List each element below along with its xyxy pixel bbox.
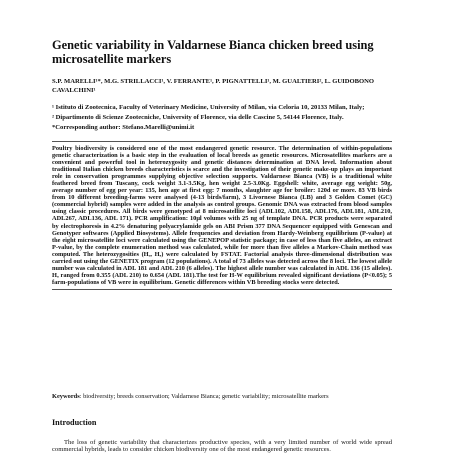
abstract: Poultry biodiversity is considered one of the most endangered genetic resource. The determination of within-populations genetic characterization is a basic step in the evaluation of local breeds as genetic resources. Microsatellites markers are a convenient and powerful tool in heterozygosity and genetic distances determination at DNA level. Information about traditional Italian chicken breeds characteristics is scarce and the investigation of their genetic make-up plays an important role in conservation programmes supplying objective selection supports. Valdarnese Bianca (VB) is a traditional white feathered breed from Tuscany, cock weight 3.1-3.5Kg, hen weight 2.5-3.0Kg. Eggshell: white, average egg weight: 50g, average number of egg per year: 135, hen age at first egg: 7 months, slaughter age for broiler: 120d or more. 83 VB birds from 10 different breeding-farms were analysed (4-13 birds/farm), 3 Livornese Bianca (LB) and 3 Golden Comet (GC) (commercial hybrid) samples were added in the analysis as control groups. Genomic DNA was extracted from blood samples using classic procedures. All birds were genotyped at 8 microsatellite loci (ADL102, ADL158, ADL176, ADL181, ADL210, ADL267, ADL136, ADL 171). PCR amplification: 10μl volumes with 25 ng of template DNA. PCR products were separated by electrophoresis in 4.2% denaturing polyacrylamide gels on ABI Prism 377 DNA Sequencer equipped with Genescan and Genotyper softwares (Applied Biosystems). Allele frequencies and deviation from Hardy-Weinberg equilibrium (P-value) at the eight microsatellite loci were calculated using the GENEPOP statistic package; in case of less than five alleles, an extract P-value, by the complete enumeration method was calculated, while for more than five alleles a Markov-Chain method was computed. The heterozygosities (Hₒ, Hₑ) were calculated by FSTAT. Factorial analysis three-dimensional distribution was carried out using the GENETIX program (12 populations). A total of 73 alleles was detected across the 8 loci. The lowest allele number was calculated in ADL 181 and ADL 210 (6 alleles). The highest allele number was calculated in ADL 136 (15 alleles). Hₒ ranged from 0.355 (ADL 210) to 0.654 (ADL 181).The test for H-W equilibrium revealed significant deviations (P<0.05); 5 farm-populations of VB were in equilibrium. Genetic differences within VB breeding stocks were detected.: [52, 141, 392, 290]
author-list: S.P. MARELLI¹*, M.G. STRILLACCI¹, V. FERRANTE¹, P. PIGNATTELLI¹, M. GUALTIERI², L. GUIDOBONO CAVALCHINI¹: [52, 78, 375, 94]
section-heading-introduction: Introduction: [52, 418, 97, 427]
introduction-paragraph: The loss of genetic variability that characterizes productive species, with a very limited number of world wide spread commercial hybrids, leads to consider chicken biodiversity one of the most endangered genetic resources.: [52, 438, 392, 454]
keywords-label: Keywords: [52, 393, 80, 400]
affiliation-2: ² Dipartimento di Scienze Zootecniche, University of Florence, via delle Cascine 5, 54144 Florence, Italy.: [52, 114, 344, 122]
affiliation-1: ¹ Istituto di Zootecnica, Faculty of Veterinary Medicine, University of Milan, via Celoria 10, 20133 Milan, Italy;: [52, 104, 365, 111]
corresponding-author: *Corresponding author: Stefano.Marelli@unimi.it: [52, 124, 195, 132]
keywords-text: : biodiversity; breeds conservation; Valdarnese Bianca; genetic variability; microsatellite markers: [79, 393, 329, 400]
keywords: [52, 393, 392, 400]
affiliations: [52, 104, 392, 135]
paper-title: Genetic variability in Valdarnese Bianca chicken breed using microsatellite markers: [52, 38, 374, 66]
